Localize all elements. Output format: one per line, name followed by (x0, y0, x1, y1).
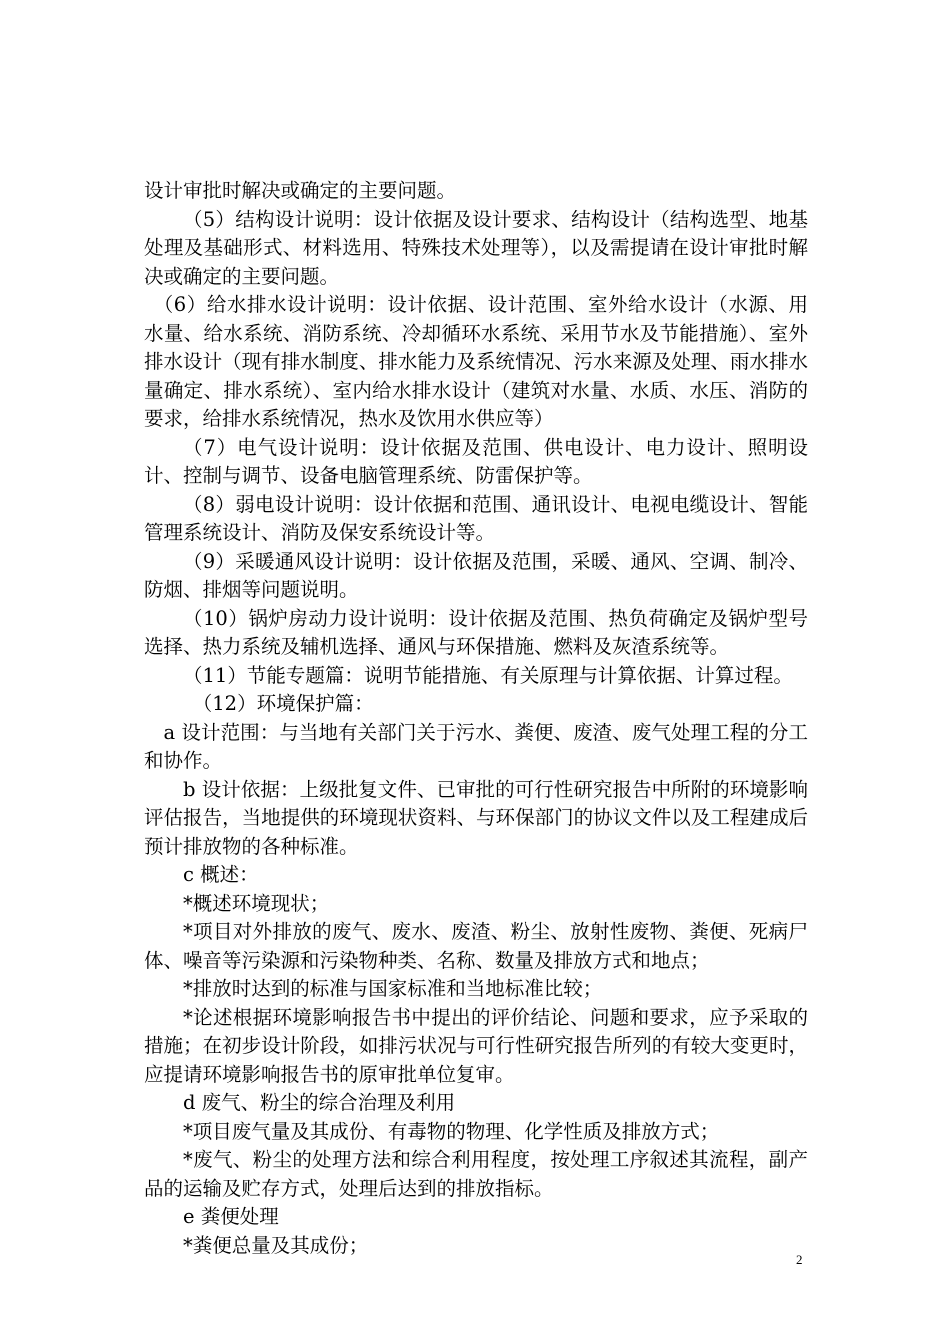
paragraph: *排放时达到的标准与国家标准和当地标准比较； (183, 977, 603, 1000)
paragraph: *项目废气量及其成份、有毒物的物理、化学性质及排放方式； (183, 1119, 720, 1143)
paragraph: c 概述： (183, 863, 259, 886)
paragraph: （8）弱电设计说明：设计依据和范围、通讯设计、电视电缆设计、智能管理系统设计、消防及保安系统设计等。 (144, 492, 808, 544)
paragraph: *粪便总量及其成份； (183, 1233, 369, 1257)
body-text (144, 177, 808, 1260)
paragraph: e 粪便处理 (183, 1205, 279, 1228)
paragraph: （7）电气设计说明：设计依据及范围、供电设计、电力设计、照明设计、控制与调节、设备电脑管理系统、防雷保护等。 (144, 435, 808, 487)
paragraph: *项目对外排放的废气、废水、废渣、粉尘、放射性废物、粪便、死病尸体、噪音等污染源和污染物种类、名称、数量及排放方式和地点； (144, 920, 808, 972)
paragraph: 设计审批时解决或确定的主要问题。 (144, 179, 457, 202)
page-number: 2 (796, 1252, 803, 1267)
paragraph: （11）节能专题篇：说明节能措施、有关原理与计算依据、计算过程。 (183, 663, 793, 687)
paragraph: （10）锅炉房动力设计说明：设计依据及范围、热负荷确定及锅炉型号选择、热力系统及辅机选择、通风与环保措施、燃料及灰渣系统等。 (144, 606, 808, 658)
paragraph: （12）环境保护篇： (192, 692, 374, 715)
paragraph: d 废气、粉尘的综合治理及利用 (183, 1091, 456, 1114)
paragraph: *论述根据环境影响报告书中提出的评价结论、问题和要求，应予采取的措施；在初步设计阶段，如排污状况与可行性研究报告所列的有较大变更时，应提请环境影响报告书的原审批单位复审。 (144, 1005, 808, 1086)
paragraph: （6）给水排水设计说明：设计依据、设计范围、室外给水设计（水源、用水量、给水系统、消防系统、冷却循环水系统、采用节水及节能措施）、室外排水设计（现有排水制度、排水能力及系统情况、污水来源及处理、雨水排水量确定、排水系统）、室内给水排水设计（建筑对水量、水质、水压、消防的要求，给排水系统情况，热水及饮用水供应等） (144, 293, 808, 430)
paragraph: （9）采暖通风设计说明：设计依据及范围，采暖、通风、空调、制冷、防烟、排烟等问题说明。 (144, 549, 808, 601)
paragraph: *废气、粉尘的处理方法和综合利用程度，按处理工序叙述其流程，副产品的运输及贮存方式，处理后达到的排放指标。 (144, 1148, 808, 1200)
paragraph: *概述环境现状； (183, 891, 330, 915)
paragraph: （5）结构设计说明：设计依据及设计要求、结构设计（结构选型、地基处理及基础形式、材料选用、特殊技术处理等），以及需提请在设计审批时解决或确定的主要问题。 (144, 207, 808, 288)
paragraph: a 设计范围：与当地有关部门关于污水、粪便、废渣、废气处理工程的分工和协作。 (144, 720, 808, 772)
paragraph: b 设计依据：上级批复文件、已审批的可行性研究报告中所附的环境影响评估报告，当地提供的环境现状资料、与环保部门的协议文件以及工程建成后预计排放物的各种标准。 (144, 777, 808, 858)
